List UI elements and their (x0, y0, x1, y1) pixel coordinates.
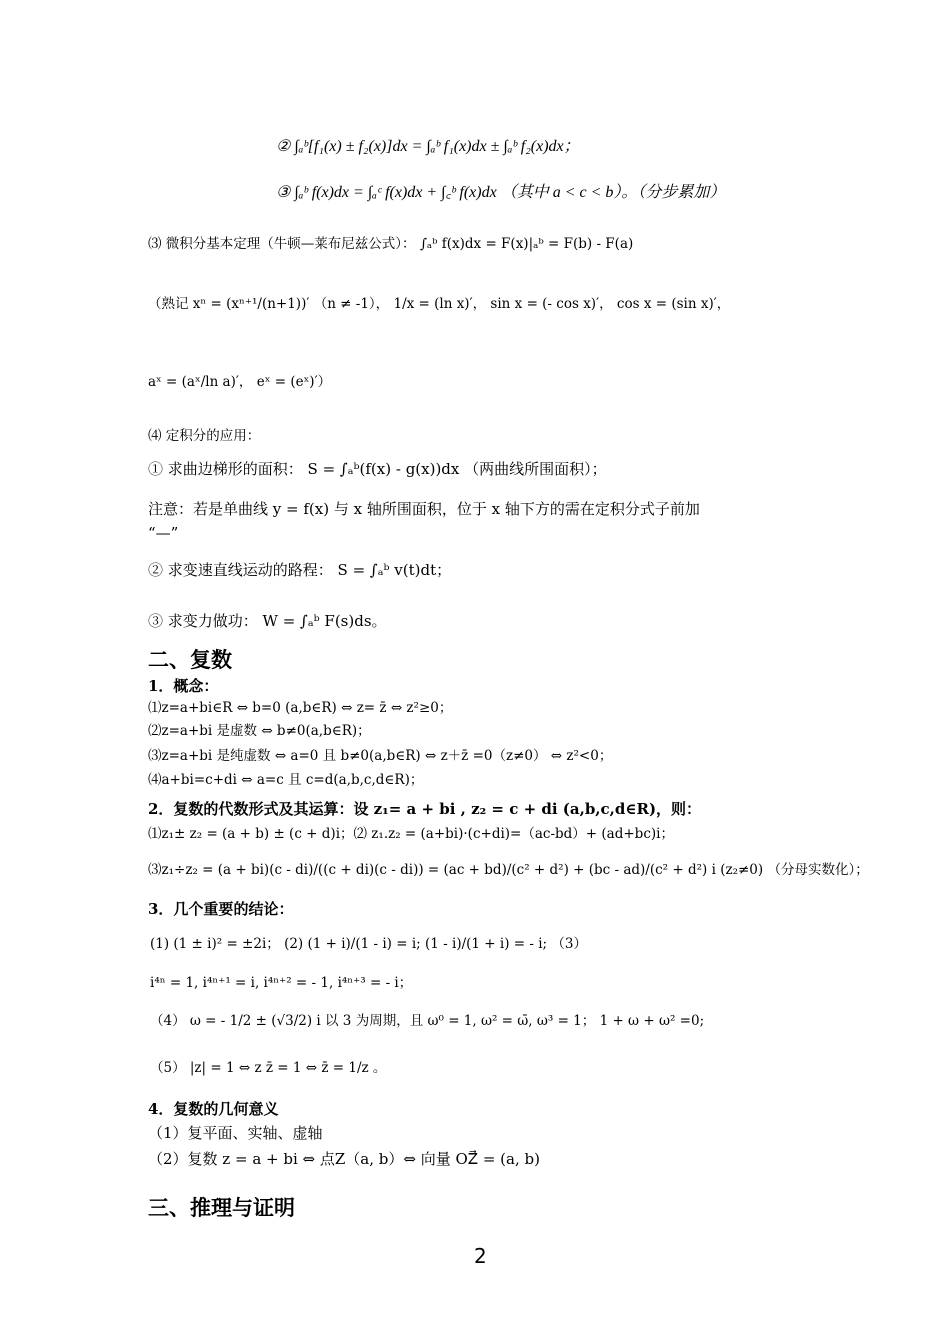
subsection-conclusions: 3．几个重要的结论： (148, 900, 294, 918)
conclusion-omega: （4） ω = - 1/2 ± (√3/2) i 以 3 为周期，且 ω⁰ = 1, ω² = ω̄, ω³ = 1； 1 + ω + ω² =0; (150, 1013, 705, 1029)
subsection-geometric: 4．复数的几何意义 (148, 1100, 279, 1118)
conclusion-1-2: (1) (1 ± i)² = ±2i； (2) (1 + i)/(1 - i) = i; (1 - i)/(1 + i) = - i; （3） (150, 936, 587, 952)
page-number: 2 (474, 1244, 487, 1268)
section-heading-complex: 二、复数 (148, 648, 232, 672)
note-line: 注意：若是单曲线 y = f(x) 与 x 轴所围面积，位于 x 轴下方的需在定积分式子前加 (148, 500, 700, 518)
subsection-algebraic-form: 2．复数的代数形式及其运算：设 z₁= a + bi , z₂ = c + di (a,b,c,d∈R)，则： (148, 800, 702, 818)
memorize-formulas-line2: aˣ = (aˣ/ln a)′， eˣ = (eˣ)′） (148, 374, 332, 390)
section-application-heading: ⑷ 定积分的应用： (148, 428, 261, 444)
concept-pure-imaginary: ⑶z=a+bi 是纯虚数 ⇔ a=0 且 b≠0(a,b∈R) ⇔ z＋z̄ =0（z≠0） ⇔ z²<0； (148, 748, 613, 764)
property-additivity: ③ ∫ₐᵇ f(x)dx = ∫ₐᶜ f(x)dx + ∫꜀ᵇ f(x)dx （其中 a < c < b）。（分步累加） (276, 184, 726, 201)
concept-real: ⑴z=a+bi∈R ⇔ b=0 (a,b∈R) ⇔ z= z̄ ⇔ z²≥0； (148, 700, 453, 716)
subsection-concept: 1．概念： (148, 677, 219, 695)
memorize-formulas-line1: （熟记 xⁿ = (xⁿ⁺¹/(n+1))′ （n ≠ -1）， 1/x = (ln x)′， sin x = (- cos x)′， cos x = (sin x)′， (148, 296, 731, 312)
geometric-correspondence: （2）复数 z = a + bi ⇔ 点Z（a, b）⇔ 向量 OZ⃗ = (a, b) (148, 1150, 540, 1168)
distance-formula: ② 求变速直线运动的路程： S = ∫ₐᵇ v(t)dt； (148, 561, 452, 579)
property-sum-rule: ② ∫ₐᵇ[f₁(x) ± f₂(x)]dx = ∫ₐᵇ f₁(x)dx ± ∫ₐᵇ f₂(x)dx； (276, 138, 580, 155)
work-formula: ③ 求变力做功： W = ∫ₐᵇ F(s)ds。 (148, 612, 387, 630)
operation-add-multiply: ⑴z₁± z₂ = (a + b) ± (c + d)i；⑵ z₁.z₂ = (a+bi)·(c+di)=（ac-bd）+ (ad+bc)i； (148, 826, 674, 842)
concept-imaginary: ⑵z=a+bi 是虚数 ⇔ b≠0(a,b∈R)； (148, 723, 371, 739)
concept-equality: ⑷a+bi=c+di ⇔ a=c 且 c=d(a,b,c,d∈R)； (148, 772, 424, 788)
section-heading-reasoning: 三、推理与证明 (148, 1196, 295, 1220)
note-dash: “—” (148, 524, 179, 542)
area-formula: ① 求曲边梯形的面积： S = ∫ₐᵇ(f(x) - g(x))dx （两曲线所围面积）； (148, 460, 607, 478)
operation-divide: ⑶z₁÷z₂ = (a + bi)(c - di)/((c + di)(c - di)) = (ac + bd)/(c² + d²) + (bc - ad)/(c² + d²) i (z₂≠0) （分母实数化）； (148, 862, 869, 878)
conclusion-modulus: （5） |z| = 1 ⇔ z z̄ = 1 ⇔ z̄ = 1/z 。 (150, 1060, 387, 1076)
conclusion-i-powers: i⁴ⁿ = 1, i⁴ⁿ⁺¹ = i, i⁴ⁿ⁺² = - 1, i⁴ⁿ⁺³ = - i； (150, 975, 413, 991)
geometric-plane: （1）复平面、实轴、虚轴 (148, 1124, 323, 1142)
fundamental-theorem: ⑶ 微积分基本定理（牛顿—莱布尼兹公式）： ∫ₐᵇ f(x)dx = F(x)|ₐᵇ = F(b) - F(a) (148, 236, 634, 252)
